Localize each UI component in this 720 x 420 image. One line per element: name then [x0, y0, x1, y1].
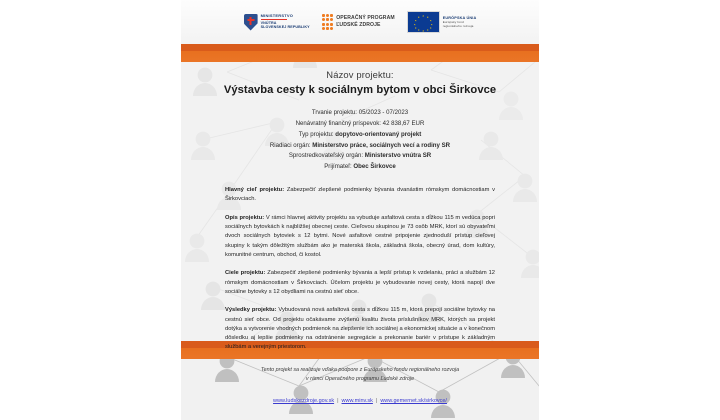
fact-label: Prijímateľ:	[324, 163, 352, 171]
funding-statement-line-1: Tento projekt sa realizuje vďaka podpore z Európskeho fondu regionálneho rozvoja	[260, 367, 460, 373]
fact-label: Sprostredkovateľský orgán:	[288, 152, 364, 160]
logo-european-union	[407, 11, 477, 33]
link-separator: |	[375, 398, 378, 404]
section-body: Zabezpečiť zlepšené podmienky bývania a lepší prístup k vzdelaniu, práci a službám 12 rómskym domácnostiam v Širkovciach. Účelom projektu je vybudovanie novej cesty, ktorá napojí dve sociálne bytovky s 12 obydliami na cestnú sieť obce.	[225, 270, 495, 295]
fact-label: Trvanie projektu:	[311, 109, 357, 116]
logo-ministry-of-interior	[244, 14, 310, 31]
fact-label: Typ projektu:	[298, 130, 334, 138]
eu-flag-icon	[407, 11, 440, 33]
eu-line-3: regionálneho rozvoja	[442, 24, 474, 29]
project-section	[225, 306, 495, 353]
fact-value: Obec Širkovce	[351, 163, 396, 171]
funding-statement-line-2: v rámci Operačného programu Ľudské zdroje	[305, 375, 415, 382]
project-title-kicker: Názov projektu:	[326, 69, 394, 80]
project-section	[225, 214, 495, 261]
funding-statement	[181, 366, 539, 384]
fact-row	[181, 119, 539, 130]
section-heading: Výsledky projektu:	[225, 307, 277, 314]
ministry-line-3: SLOVENSKEJ REPUBLIKY	[260, 25, 310, 30]
fact-row	[181, 162, 539, 173]
ministry-line-2: VNÚTRA	[260, 20, 277, 25]
section-body: V rámci hlavnej aktivity projektu sa vybuduje asfaltová cesta s dĺžkou 115 m vedúca popri sociálnych bytovkách k najbližšej obecnej ceste. Cieľovou skupinou je 73 osôb MRK, ktorí sú obyvateľmi dvoch sociálnych bytoviek s 12 bytmi. Nové asfaltové cestné pripojenie zjednoduší prístup cieľovej skupiny k takým dôležitým službám ako je materská škola, základná škola, obecný úrad, dom kultúry, komunitné centrum, obchod, či kostol.	[225, 214, 495, 258]
op-line-1: OPERAČNÝ PROGRAM	[336, 14, 395, 21]
section-heading: Opis projektu:	[225, 214, 265, 221]
fact-row	[181, 130, 539, 141]
footer-link[interactable]: www.gemernet.sk/sirkovce/	[380, 398, 447, 404]
fact-value: Ministerstvo práce, sociálnych vecí a rodiny SR	[310, 141, 451, 149]
fact-value: 42 838,67 EUR	[380, 119, 425, 127]
link-separator: |	[337, 398, 339, 404]
page-title: Výstavba cesty k sociálnym bytom v obci Širkovce	[223, 84, 497, 96]
ministry-line-1: MINISTERSTVO	[260, 12, 294, 18]
fact-row	[181, 108, 539, 119]
op-text	[336, 15, 394, 30]
fact-value: dopytovo-orientovaný projekt	[333, 130, 422, 138]
section-body: Vybudovaná nová asfaltová cesta s dĺžkou 115 m, ktorá prepojí sociálne bytovky na cestnú sieť obce. Od projektu očakávame zvýšenú kvalitu života príslušníkov MRK, ktorých sa projekt dotýka a vytvorenie vhodných podmienok na zlepšenie ich sociálnej a ekonomickej situácie a v konečnom dôsledku aj lepšie podmienky na odstránenie segregácie a prekonanie bariér v prístupe k základným službám a verejným priestorom.	[225, 307, 495, 351]
title-block	[181, 62, 539, 96]
fact-row	[181, 141, 539, 152]
slovak-coat-of-arms-icon	[244, 14, 258, 31]
poster-content	[181, 62, 539, 362]
section-heading: Ciele projektu:	[225, 270, 266, 277]
eu-text	[443, 16, 477, 29]
fact-value: Ministerstvo vnútra SR	[363, 152, 432, 160]
project-section	[225, 269, 495, 297]
ministry-red-rule	[261, 19, 287, 20]
fact-row	[181, 151, 539, 162]
footer-link[interactable]: www.minv.sk	[341, 398, 373, 404]
footer-links	[181, 398, 539, 404]
logo-operational-programme	[322, 14, 395, 30]
section-heading: Hlavný cieľ projektu:	[225, 187, 285, 194]
op-line-2: ĽUDSKÉ ZDROJE	[336, 22, 381, 28]
project-poster	[181, 0, 539, 420]
project-sections	[225, 186, 495, 353]
orange-band-top	[181, 44, 539, 62]
logo-header	[181, 0, 539, 44]
project-facts-list	[181, 108, 539, 173]
section-body: Zabezpečiť zlepšené podmienky bývania dvanástim rómskym domácnostiam v Širkovciach.	[225, 187, 495, 203]
fact-label: Riadiaci orgán:	[269, 141, 311, 149]
footer-link[interactable]: www.ludskezdroje.gov.sk	[273, 398, 335, 404]
project-section	[225, 186, 495, 205]
fact-label: Nenávratný finančný príspevok:	[295, 119, 381, 127]
eu-line-1: EURÓPSKA ÚNIA	[442, 15, 477, 20]
fact-value: 05/2023 - 07/2023	[357, 109, 409, 116]
eu-line-2: Európsky fond	[442, 20, 464, 25]
logo-ministry-text	[261, 14, 310, 30]
orange-dot-grid-icon	[322, 14, 333, 30]
